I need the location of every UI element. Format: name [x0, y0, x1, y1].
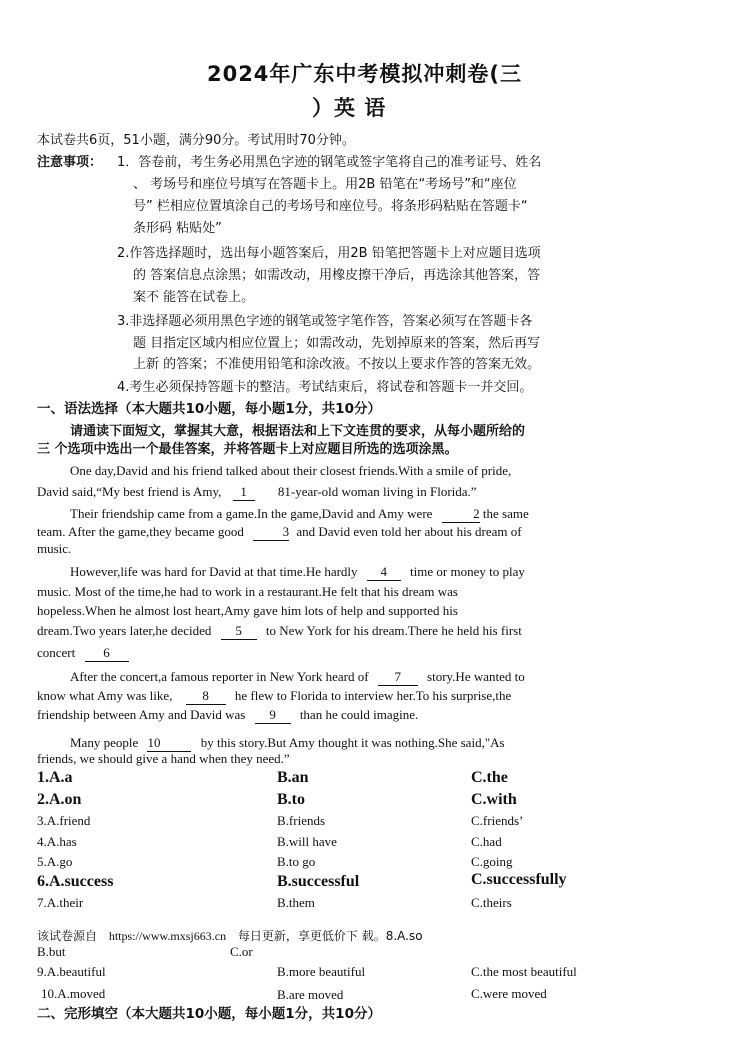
option-7b: B.them: [277, 895, 315, 910]
passage-text: Their friendship came from a game.In the game,David and Amy were: [70, 506, 433, 521]
option-5b: B.to go: [277, 854, 316, 869]
passage-text: After the concert,a famous reporter in New York heard of: [70, 669, 369, 684]
blank-2: 2: [442, 505, 480, 523]
passage-text: team. After the game,they became good: [37, 524, 244, 539]
passage-text: time or money to play: [410, 564, 525, 579]
notice-item-4-line-1: 4.考生必须保持答题卡的整洁。考试结束后，将试卷和答题卡一并交回。: [117, 380, 533, 395]
option-1a: 1.A.a: [37, 769, 73, 786]
source-note-prefix: 该试卷源自: [37, 929, 98, 943]
passage-p4-line-2: [37, 687, 511, 705]
passage-p2-line-3: music.: [37, 541, 72, 556]
option-10c: C.were moved: [471, 986, 547, 1001]
blank-5: 5: [221, 622, 257, 640]
passage-p2-line-2: [37, 523, 522, 541]
passage-p1-line-2: [37, 483, 477, 501]
blank-1: 1: [233, 483, 255, 501]
passage-text: However,life was hard for David at that time.He hardly: [70, 564, 358, 579]
option-2b: B.to: [277, 791, 305, 808]
section-1-instruction-line-2: 三 个选项中选出一个最佳答案，并将答题卡上对应题目所选的选项涂黑。: [37, 442, 458, 457]
source-note: [37, 928, 423, 945]
passage-p2-line-1: [70, 505, 529, 523]
option-1c: C.the: [471, 769, 508, 786]
option-6a: 6.A.success: [37, 873, 114, 890]
option-7a: 7.A.their: [37, 895, 84, 910]
passage-text: concert: [37, 645, 76, 660]
source-note-suffix: 每日更新，享更低价下 载。8.A.so: [237, 929, 423, 943]
passage-text: know what Amy was like,: [37, 688, 173, 703]
notice-label: 注意事项：: [37, 155, 103, 170]
source-url[interactable]: https://www.mxsj663.cn: [108, 929, 227, 943]
notice-item-2-line-2: 的 答案信息点涂黑；如需改动，用橡皮擦干净后，再选涂其他答案，答: [133, 268, 541, 283]
section-1-instruction-line-1: 请通读下面短文，掌握其大意，根据语法和上下文连贯的要求，从每小题所给的: [70, 424, 526, 439]
passage-text: dream.Two years later,he decided: [37, 623, 212, 638]
option-2a: 2.A.on: [37, 791, 82, 808]
option-8b: B.but: [37, 944, 66, 959]
notice-item-3-line-2: 题 目指定区域内相应位置上；如需改动，先划掉原来的答案，然后再写: [133, 336, 541, 351]
blank-8: 8: [186, 687, 226, 705]
passage-p1-line-1: One day,David and his friend talked about their closest friends.With a smile of pride,: [70, 463, 512, 478]
option-1b: B.an: [277, 769, 309, 786]
blank-3: 3: [253, 523, 289, 541]
notice-item-3-line-1: 3.非选择题必须用黑色字迹的钢笔或签字笔作答，答案必须写在答题卡各: [117, 314, 533, 329]
notice-item-3-line-3: 上新 的答案；不准使用铅笔和涂改液。不按以上要求作答的答案无效。: [133, 357, 541, 372]
passage-text: than he could imagine.: [299, 707, 419, 722]
option-10b: B.are moved: [277, 987, 344, 1002]
passage-text: story.He wanted to: [427, 669, 525, 684]
passage-text: he flew to Florida to interview her.To his surprise,the: [234, 688, 512, 703]
notice-item-1-line-3: 号” 栏相应位置填涂自己的考场号和座位号。将条形码粘贴在答题卡“: [133, 199, 528, 214]
passage-p3-line-3: hopeless.When he almost lost heart,Amy gave him lots of help and supported his: [37, 603, 458, 618]
option-3c: C.friends’: [471, 813, 524, 828]
passage-p3-line-4: [37, 622, 522, 640]
passage-p3-line-1: [70, 563, 525, 581]
passage-p4-line-1: [70, 668, 525, 686]
passage-text: by this story.But Amy thought it was nothing.She said,"As: [200, 735, 505, 750]
passage-text: Many people: [70, 735, 139, 750]
option-5a: 5.A.go: [37, 854, 73, 869]
blank-10: 10: [147, 734, 191, 752]
exam-title: 2024年广东中考模拟冲刺卷(三: [206, 62, 523, 86]
passage-text: friendship between Amy and David was: [37, 707, 246, 722]
notice-item-1-line-1: 1．答卷前，考生务必用黑色字迹的钢笔或签字笔将自己的准考证号、姓名: [117, 155, 542, 170]
option-8c: C.or: [230, 944, 253, 959]
section-1-heading: 一、语法选择（本大题共10小题，每小题1分，共10分）: [37, 401, 381, 417]
passage-text: David said,“My best friend is Amy,: [37, 484, 222, 499]
blank-6: 6: [85, 644, 129, 662]
passage-p4-line-3: [37, 706, 418, 724]
option-10a: 10.A.moved: [41, 986, 106, 1001]
option-3b: B.friends: [277, 813, 326, 828]
notice-item-1-line-4: 条形码 粘贴处”: [133, 221, 222, 236]
option-9b: B.more beautiful: [277, 964, 366, 979]
option-6b: B.successful: [277, 873, 360, 890]
notice-item-2-line-3: 案不 能答在试卷上。: [133, 290, 255, 305]
passage-text: to New York for his dream.There he held his first: [265, 623, 522, 638]
passage-text: 81-year-old woman living in Florida.”: [277, 484, 477, 499]
option-2c: C.with: [471, 791, 517, 808]
option-4c: C.had: [471, 834, 502, 849]
passage-p3-line-5: [37, 644, 135, 662]
blank-4: 4: [367, 563, 401, 581]
option-9c: C.the most beautiful: [471, 964, 577, 979]
notice-item-1-line-2: 、 考场号和座位号填写在答题卡上。用2B 铅笔在“考场号”和“座位: [133, 177, 517, 192]
passage-text: and David even told her about his dream of: [296, 524, 522, 539]
section-2-heading: 二、完形填空（本大题共10小题，每小题1分，共10分）: [37, 1006, 381, 1022]
option-4a: 4.A.has: [37, 834, 77, 849]
option-6c: C.successfully: [471, 871, 567, 888]
passage-text: the same: [482, 506, 529, 521]
option-4b: B.will have: [277, 834, 337, 849]
option-3a: 3.A.friend: [37, 813, 91, 828]
exam-intro: 本试卷共6页，51小题，满分90分。考试用时70分钟。: [37, 133, 355, 148]
passage-p5-line-2: friends, we should give a hand when they need.”: [37, 751, 290, 766]
notice-item-2-line-1: 2.作答选择题时，选出每小题答案后，用2B 铅笔把答题卡上对应题目选项: [117, 246, 541, 261]
exam-subject: ）英 语: [312, 96, 387, 120]
passage-p3-line-2: music. Most of the time,he had to work in a restaurant.He felt that his dream was: [37, 584, 458, 599]
option-5c: C.going: [471, 854, 513, 869]
option-9a: 9.A.beautiful: [37, 964, 106, 979]
blank-7: 7: [378, 668, 418, 686]
blank-9: 9: [255, 706, 291, 724]
option-7c: C.theirs: [471, 895, 512, 910]
